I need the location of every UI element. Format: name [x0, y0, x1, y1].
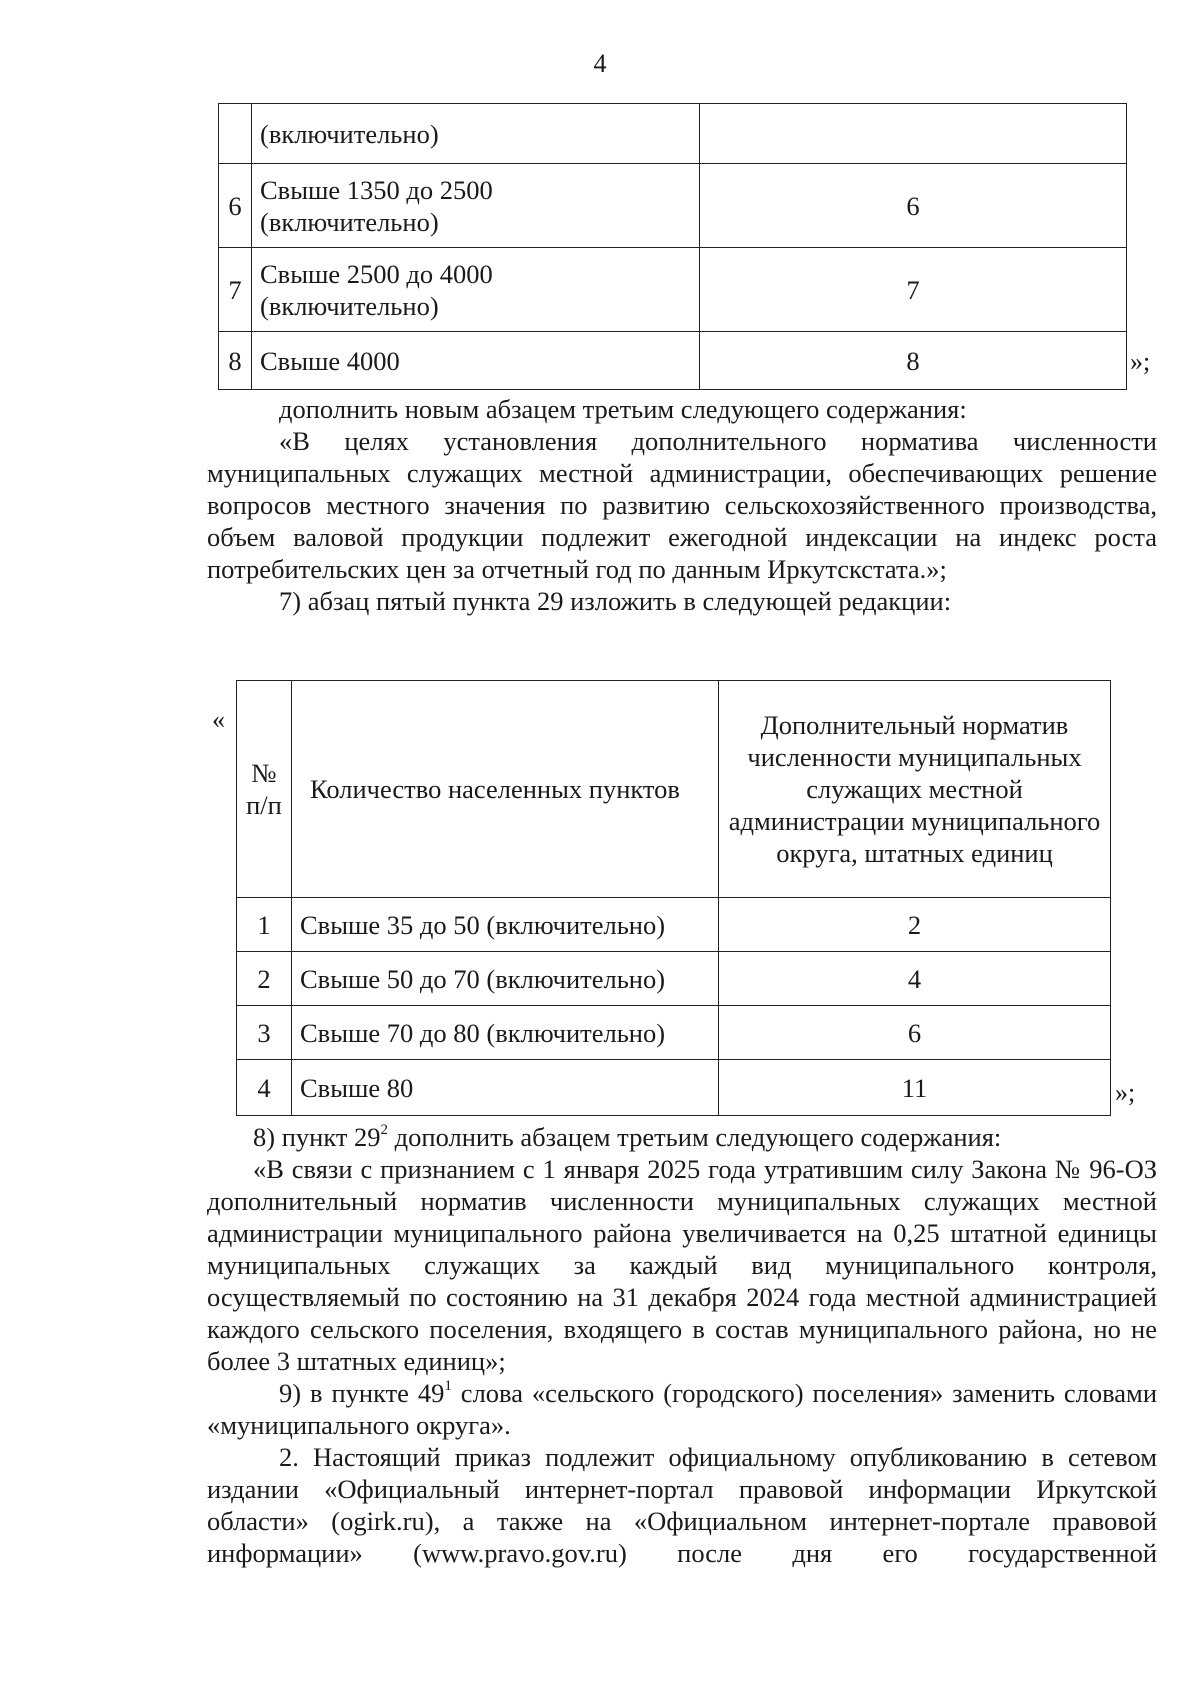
row-value: 8	[700, 332, 1127, 390]
row-range: Свыше 70 до 80 (включительно)	[292, 1006, 719, 1060]
row-value: 7	[700, 248, 1127, 332]
row-value: 4	[719, 952, 1111, 1006]
paragraph: 8) пункт $29^2$ дополнить абзацем третьим следующего содержания:	[253, 1122, 1002, 1152]
table-row	[237, 1060, 1111, 1116]
table-row	[237, 1006, 1111, 1060]
settlements-staffing-table	[236, 680, 1111, 1116]
row-value: 2	[719, 898, 1111, 952]
row-number: 6	[219, 164, 252, 248]
paragraph: дополнить новым абзацем третьим следующего содержания:	[279, 394, 967, 424]
amendment-text-block	[207, 393, 1157, 617]
row-value: 6	[700, 164, 1127, 248]
row-number: 7	[219, 248, 252, 332]
row-range: (включительно)	[252, 104, 700, 164]
row-number: 2	[237, 952, 292, 1006]
row-number	[219, 104, 252, 164]
paragraph: «В целях установления дополнительного норматива численности муниципальных служащих местной администрации, обеспечивающих решение вопросов местного значения по развитию сельскохозяйственного производства, объем валовой продукции подлежит ежегодной индексации на индекс роста потребительских цен за отчетный год по данным Иркутскстата.»;	[207, 426, 1157, 584]
paragraph: 9) в пункте $49^1$ слова «сельского (городского) поселения» заменить словами «муниципального округа».	[207, 1378, 1157, 1440]
row-range: Свыше 50 до 70 (включительно)	[292, 952, 719, 1006]
row-value: 11	[719, 1060, 1111, 1116]
row-range: Свыше 1350 до 2500 (включительно)	[252, 164, 700, 248]
header-name: Количество населенных пунктов	[292, 681, 719, 898]
row-value	[700, 104, 1127, 164]
staffing-table-continued	[218, 103, 1127, 390]
paragraph: 7) абзац пятый пункта 29 изложить в следующей редакции:	[279, 586, 952, 616]
paragraph: «В связи с признанием с 1 января 2025 года утратившим силу Закона № 96-ОЗ дополнительный норматив численности муниципальных служащих местной администрации муниципального района увеличивается на 0,25 штатной единицы муниципальных служащих за каждый вид муниципального контроля, осуществляемый по состоянию на 31 декабря 2024 года местной администрацией каждого сельского поселения, входящего в состав муниципального района, но не более 3 штатных единиц»;	[207, 1154, 1157, 1376]
table-row	[219, 248, 1127, 332]
row-range: Свыше 80	[292, 1060, 719, 1116]
row-number: 8	[219, 332, 252, 390]
row-value: 6	[719, 1006, 1111, 1060]
header-value: Дополнительный норматив численности муниципальных служащих местной администрации муниципального округа, штатных единиц	[719, 681, 1111, 898]
table-header-row	[237, 681, 1111, 898]
page-number: 4	[593, 49, 607, 78]
paragraph: 2. Настоящий приказ подлежит официальному опубликованию в сетевом издании «Официальный интернет-портал правовой информации Иркутской области» (ogirk.ru), а также на «Официальном интернет-портале правовой информации» (www.pravo.gov.ru) после дня его государственной	[207, 1442, 1157, 1568]
table-row	[237, 898, 1111, 952]
closing-quote: »;	[1115, 1078, 1136, 1107]
table-row	[237, 952, 1111, 1006]
row-number: 1	[237, 898, 292, 952]
opening-quote: «	[212, 705, 225, 734]
header-number: № п/п	[237, 681, 292, 898]
amendment-text-block-2	[207, 1121, 1157, 1569]
row-number: 4	[237, 1060, 292, 1116]
row-number: 3	[237, 1006, 292, 1060]
table-row	[219, 332, 1127, 390]
closing-quote: »;	[1130, 347, 1151, 376]
table-row	[219, 104, 1127, 164]
row-range: Свыше 35 до 50 (включительно)	[292, 898, 719, 952]
row-range: Свыше 4000	[252, 332, 700, 390]
table-row	[219, 164, 1127, 248]
row-range: Свыше 2500 до 4000 (включительно)	[252, 248, 700, 332]
